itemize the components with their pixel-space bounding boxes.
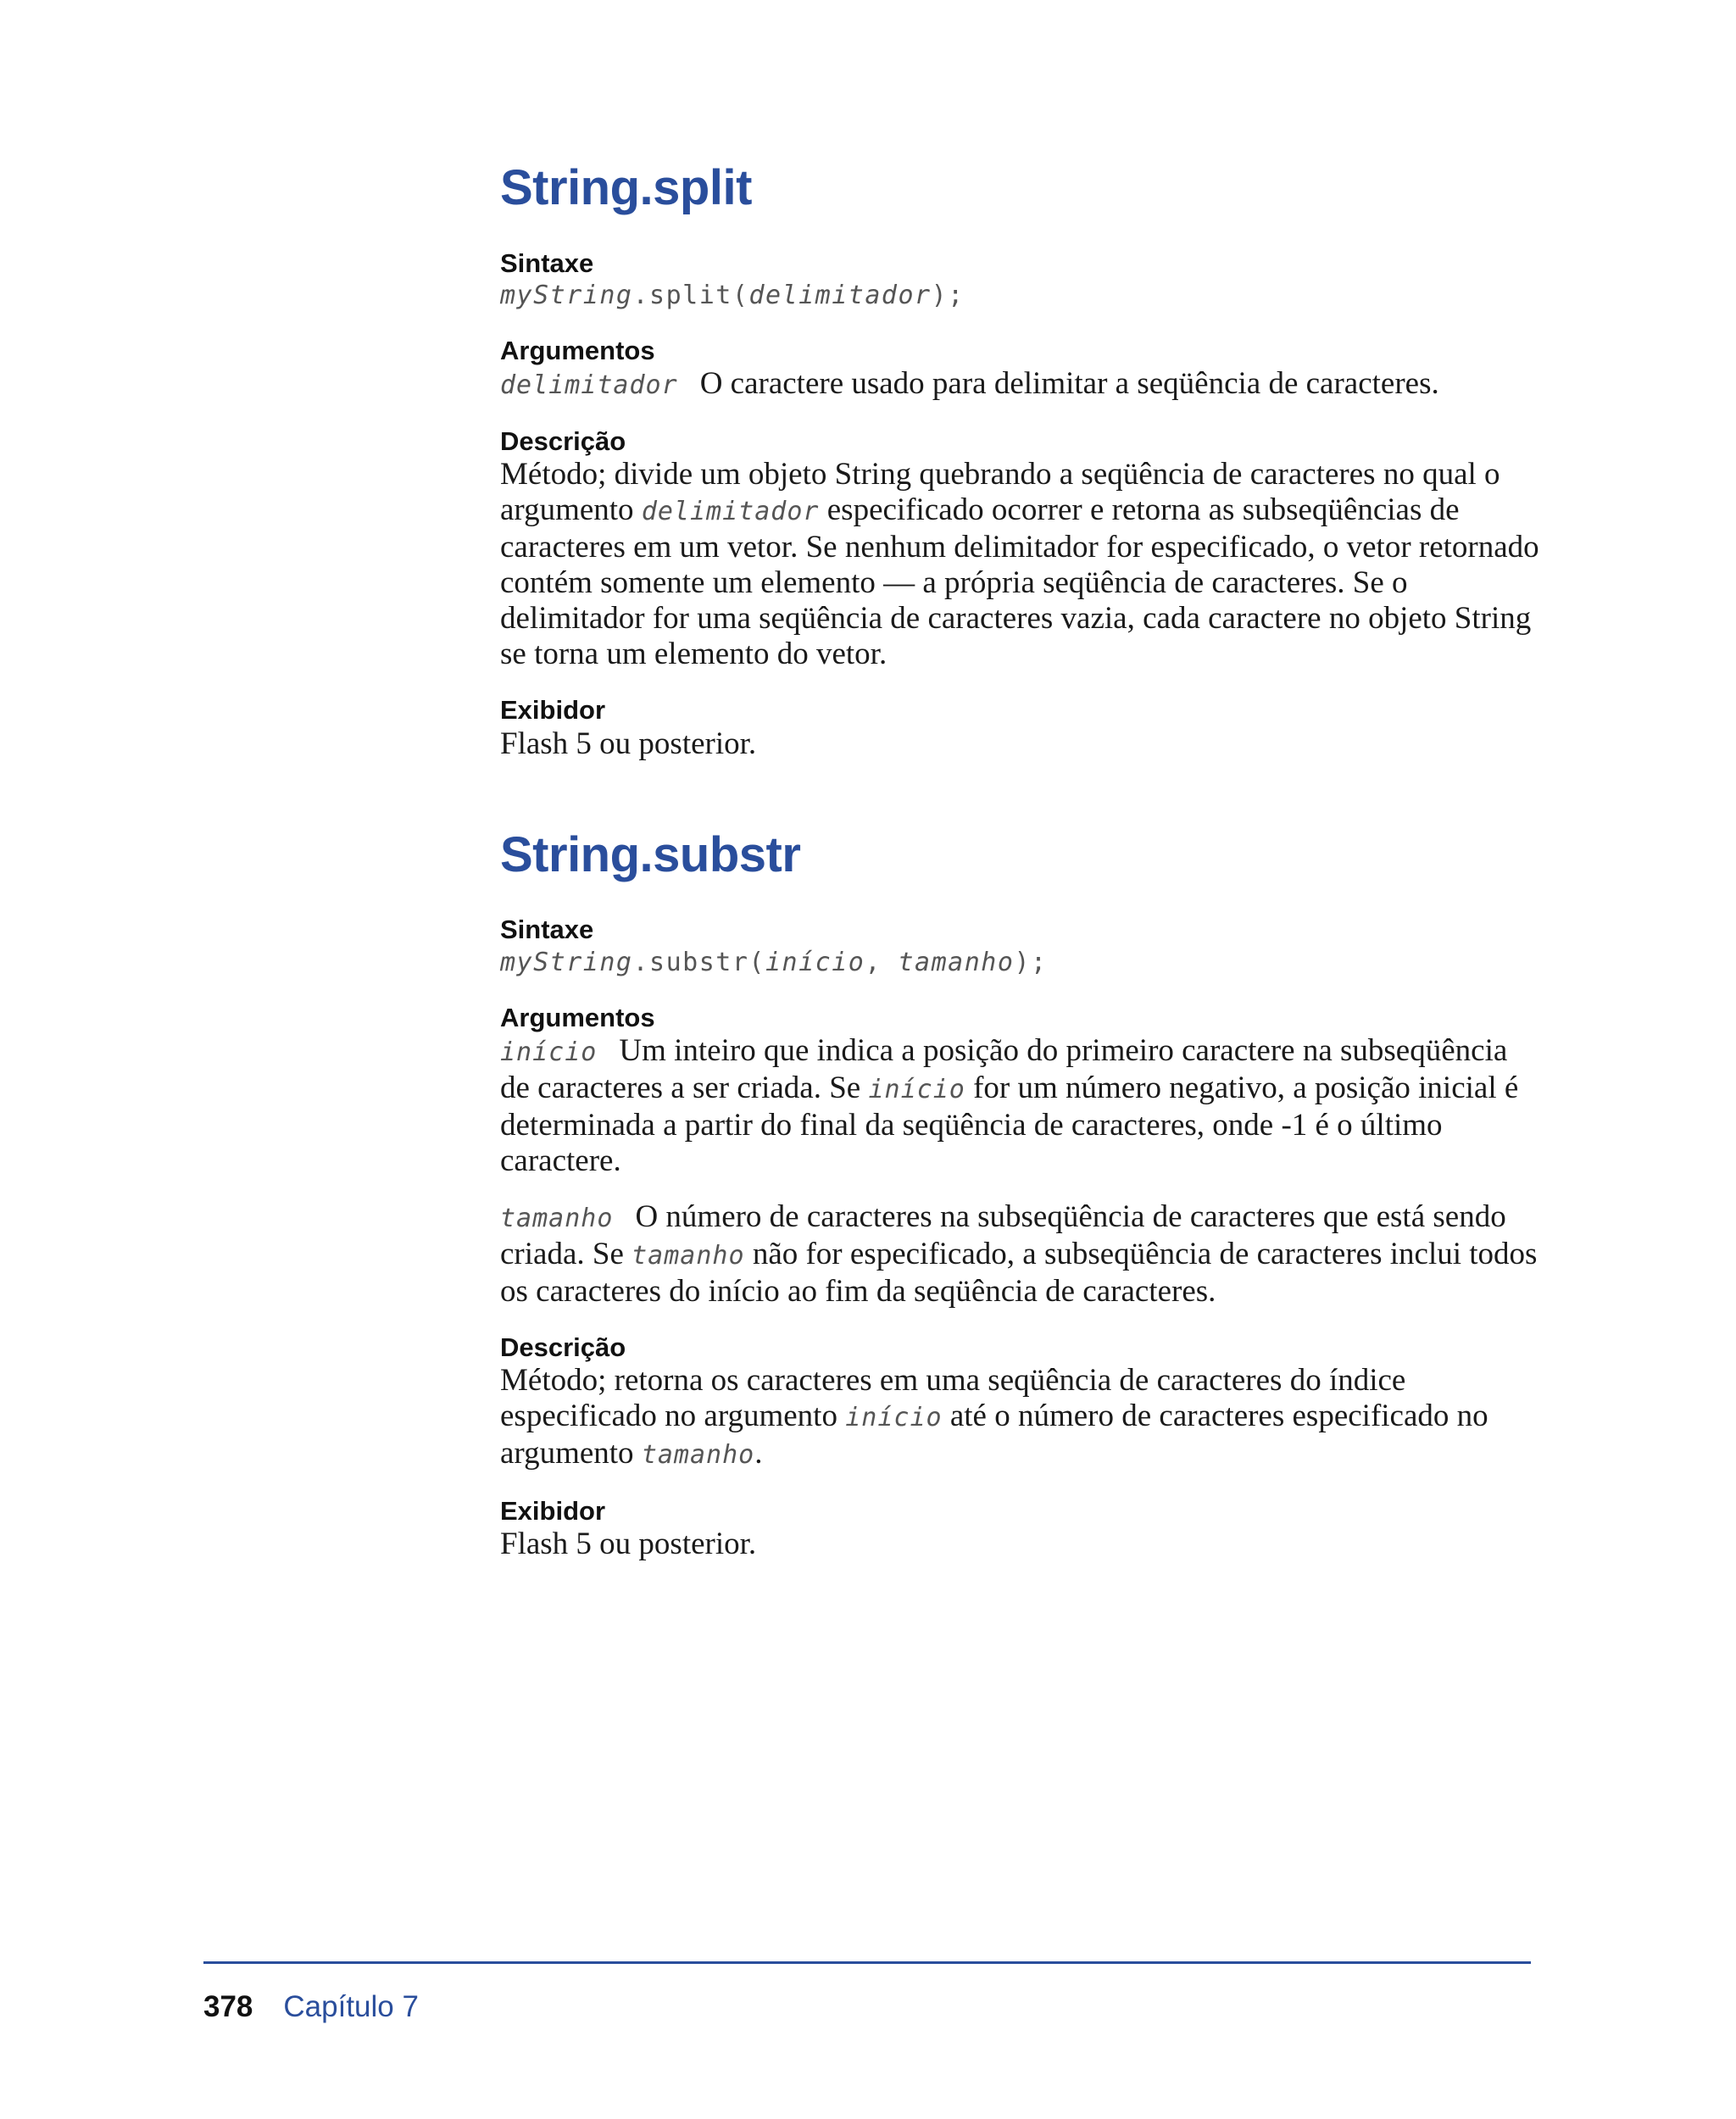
player-block [500, 694, 1543, 761]
argument-item [500, 1033, 1543, 1179]
argument-text: O caractere usado para delimitar a seqüência de caracteres. [699, 366, 1439, 402]
argument-item [500, 1199, 1543, 1310]
inline-code: tamanho [632, 1240, 745, 1271]
player-block [500, 1495, 1543, 1562]
inline-code: delimitador [641, 497, 820, 527]
section-title: String.substr [500, 826, 801, 882]
section-string-substr [500, 828, 1543, 1563]
syntax-block [500, 247, 1543, 313]
inline-code: início [868, 1074, 965, 1104]
description-part: Método; divide um objeto String quebrando a seqüência de caracteres no qual o argumento [500, 457, 1500, 528]
section-string-split [500, 161, 1543, 762]
player-text: Flash 5 ou posterior. [500, 726, 757, 761]
description-block [500, 425, 1543, 672]
inline-code: início [845, 1402, 943, 1432]
page-content [500, 161, 1543, 1628]
syntax-arg: início [765, 947, 865, 977]
syntax-end: ); [1014, 947, 1048, 977]
arguments-block [500, 1002, 1543, 1310]
description-label: Descrição [500, 426, 626, 457]
syntax-method: .substr( [632, 947, 765, 977]
player-label: Exibidor [500, 695, 606, 726]
description-text [500, 1363, 1543, 1473]
section-title: String.split [500, 160, 752, 215]
syntax-object: myString [500, 947, 633, 977]
argument-item [500, 366, 1543, 403]
arguments-block [500, 335, 1543, 403]
argument-name: início [500, 1037, 598, 1067]
argument-name: tamanho [500, 1203, 614, 1233]
description-part: . [754, 1435, 763, 1471]
syntax-label: Sintaxe [500, 247, 594, 278]
argument-text: for um número negativo, a posição inicial é determinada a partir do final da seqüência de caracteres, onde -1 é o último caractere. [500, 1070, 1519, 1178]
description-block [500, 1332, 1543, 1473]
argument-text: O número de caracteres na subseqüência de caracteres que está sendo criada. Se [500, 1199, 1506, 1271]
footer-rule [203, 1961, 1531, 1964]
inline-code: tamanho [641, 1439, 755, 1470]
syntax-code [500, 946, 1543, 980]
syntax-sep: , [865, 947, 899, 977]
syntax-object: myString [500, 280, 633, 310]
syntax-code [500, 279, 1543, 313]
syntax-end: ); [931, 280, 965, 310]
syntax-label: Sintaxe [500, 915, 594, 945]
player-text: Flash 5 ou posterior. [500, 1527, 757, 1562]
page-number: 378 [203, 1990, 253, 2023]
argument-text: não for especificado, a subseqüência de caracteres inclui todos os caracteres do início ao fim da seqüência de caracteres. [500, 1236, 1538, 1309]
arguments-label: Argumentos [500, 1002, 655, 1032]
chapter-label: Capítulo 7 [283, 1990, 419, 2023]
syntax-arg: delimitador [748, 280, 932, 310]
syntax-block [500, 914, 1543, 979]
arguments-label: Argumentos [500, 335, 655, 365]
argument-name: delimitador [500, 370, 678, 401]
page-footer [203, 1990, 419, 2024]
player-label: Exibidor [500, 1495, 606, 1526]
syntax-arg: tamanho [898, 947, 1015, 977]
description-text [500, 457, 1543, 672]
description-part: especificado ocorrer e retorna as subseqüências de caracteres em um vetor. Se nenhum delimitador for especificado, o vetor retornado contém somente um elemento — a própria seqüência de caracteres. Se o delimitador for uma seqüência de caracteres vazia, cada caractere no objeto String se torna um elemento do vetor. [500, 492, 1539, 672]
argument-text: Um inteiro que indica a posição do primeiro caractere na subseqüência de caracteres a ser criada. Se [500, 1032, 1508, 1105]
syntax-method: .split( [632, 280, 749, 310]
description-label: Descrição [500, 1332, 626, 1362]
description-part: Método; retorna os caracteres em uma seqüência de caracteres do índice especificado no argumento [500, 1362, 1406, 1433]
description-part: até o número de caracteres especificado no argumento [500, 1398, 1488, 1471]
